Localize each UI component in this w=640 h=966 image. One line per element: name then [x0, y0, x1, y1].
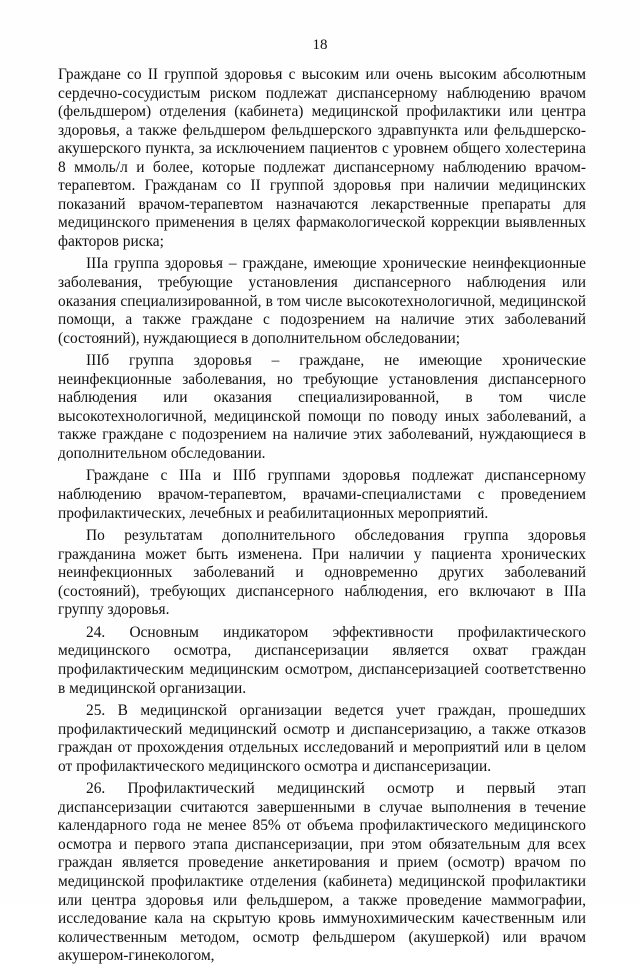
paragraph-group-3a: IIIа группа здоровья – граждане, имеющие хронические неинфекционные заболевания, требующие установления диспансерного наблюдения или оказания специализированной, в том числе высокотехнологичной, медицинской помощи, а также граждане с подозрением на наличие этих заболеваний (состояний), нуждающиеся в дополнительном обследовании;	[58, 255, 586, 347]
paragraph-item-24: 24. Основным индикатором эффективности профилактического медицинского осмотра, диспансеризации является охват граждан профилактическим медицинским осмотром, диспансеризацией соответственно в медицинской организации.	[58, 623, 586, 697]
paragraph-group-change: По результатам дополнительного обследования группа здоровья гражданина может быть изменена. При наличии у пациента хронических неинфекционных заболеваний и одновременно других заболеваний (состояний), требующих диспансерного наблюдения, его включают в IIIа группу здоровья.	[58, 527, 586, 619]
document-body	[58, 66, 586, 966]
paragraph-item-25: 25. В медицинской организации ведется учет граждан, прошедших профилактический медицинский осмотр и диспансеризацию, а также отказов граждан от прохождения отдельных исследований и мероприятий или в целом от профилактического медицинского осмотра и диспансеризации.	[58, 702, 586, 775]
paragraph-group-3b: IIIб группа здоровья – граждане, не имеющие хронические неинфекционные заболевания, но требующие установления диспансерного наблюдения или оказания специализированной, в том числе высокотехнологичной, медицинской помощи по поводу иных заболеваний, а также граждане с подозрением на наличие этих заболеваний, нуждающиеся в дополнительном обследовании.	[58, 352, 586, 462]
paragraph-group-2-risk: Граждане со II группой здоровья с высоким или очень высоким абсолютным сердечно-сосудистым риском подлежат диспансерному наблюдению врачом (фельдшером) отделения (кабинета) медицинской профилактики или центра здоровья, а также фельдшером фельдшерского здравпункта или фельдшерско-акушерского пункта, за исключением пациентов с уровнем общего холестерина 8 ммоль/л и более, которые подлежат диспансерному наблюдению врачом-терапевтом. Гражданам со II группой здоровья при наличии медицинских показаний врачом-терапевтом назначаются лекарственные препараты для медицинского применения в целях фармакологической коррекции выявленных факторов риска;	[58, 66, 586, 250]
paragraph-item-26: 26. Профилактический медицинский осмотр и первый этап диспансеризации считаются завершенными в случае выполнения в течение календарного года не менее 85% от объема профилактического медицинского осмотра и первого этапа диспансеризации, при этом обязательным для всех граждан является проведение анкетирования и прием (осмотр) врачом по медицинской профилактике отделения (кабинета) медицинской профилактики или центра здоровья или фельдшером, а также проведение маммографии, исследование кала на скрытую кровь иммунохимическим качественным или количественным методом, осмотр фельдшером (акушеркой) или врачом акушером-гинекологом,	[58, 780, 586, 965]
page-number: 18	[312, 37, 328, 53]
paragraph-group-3-observation: Граждане с IIIа и IIIб группами здоровья подлежат диспансерному наблюдению врачом-терапевтом, врачами-специалистами с проведением профилактических, лечебных и реабилитационных мероприятий.	[58, 467, 586, 522]
